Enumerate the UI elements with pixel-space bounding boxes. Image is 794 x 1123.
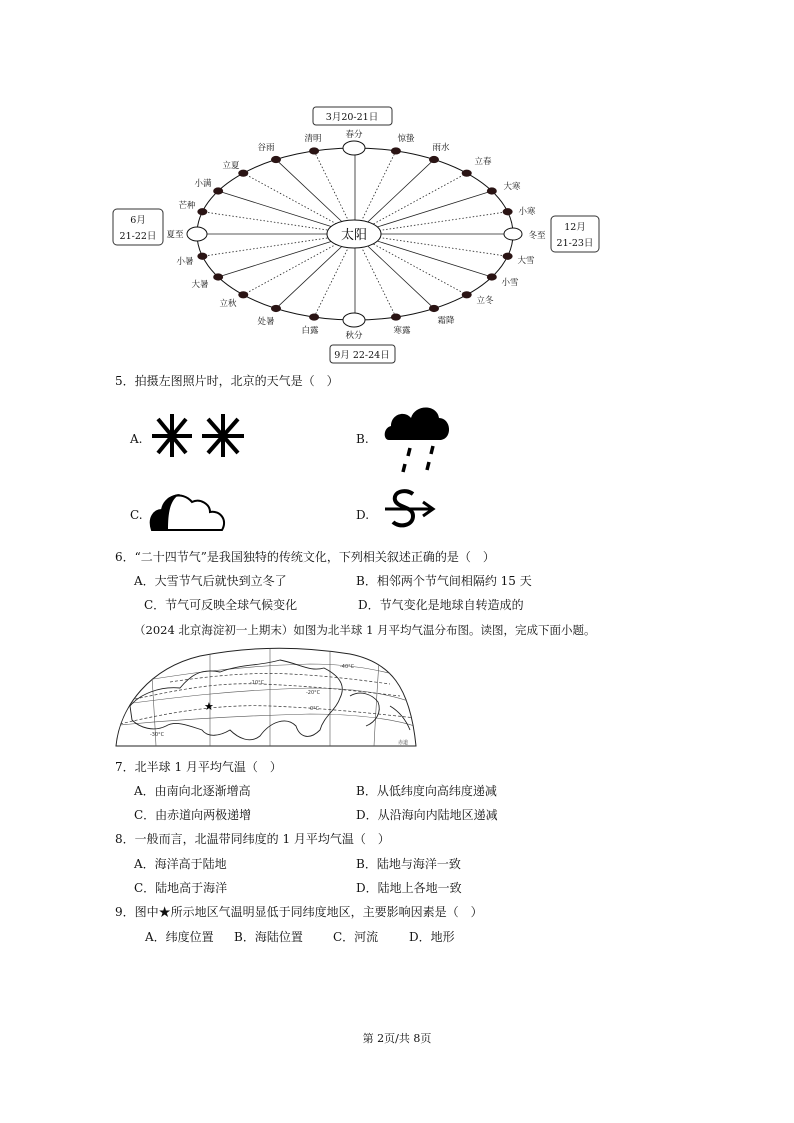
earth-position-dot xyxy=(487,187,497,194)
q9-option-a[interactable]: A．纬度位置 xyxy=(145,930,214,944)
q5-option-c-label[interactable]: C. xyxy=(130,508,143,522)
earth-position-dot xyxy=(213,187,223,194)
earth-qiufen xyxy=(343,313,365,327)
date-box-left-line1: 6月 xyxy=(130,215,146,226)
term-dahan: 大寒 xyxy=(503,182,521,192)
map-label-iso20: -20°C xyxy=(306,690,321,696)
q8-option-d[interactable]: D．陆地上各地一致 xyxy=(356,881,462,895)
q6-option-b[interactable]: B．相邻两个节气间相隔约 15 天 xyxy=(356,574,532,588)
q7-option-d[interactable]: D．从沿海向内陆地区递减 xyxy=(356,808,498,822)
term-guyu: 谷雨 xyxy=(257,143,275,153)
term-chunfen: 春分 xyxy=(345,130,363,140)
earth-position-dot xyxy=(429,156,439,163)
date-box-right-line1: 12月 xyxy=(564,222,586,233)
earth-position-dot xyxy=(503,253,513,260)
earth-position-dot xyxy=(309,147,319,154)
map-label-iso0: 0°C xyxy=(310,706,320,712)
term-xiaoxue: 小雪 xyxy=(501,278,519,288)
q5-option-a-label[interactable]: A. xyxy=(130,432,143,446)
term-lixia: 立夏 xyxy=(222,161,240,171)
term-lichun: 立春 xyxy=(474,157,492,167)
earth-position-dot xyxy=(271,156,281,163)
earth-position-dot xyxy=(309,313,319,320)
solar-terms-diagram xyxy=(0,0,794,370)
q5-option-d-label[interactable]: D. xyxy=(356,508,370,522)
q7-stem: 7．北半球 1 月平均气温（ ） xyxy=(115,760,282,774)
date-box-right-line2: 21-23日 xyxy=(556,238,594,249)
term-shuangjiang: 霜降 xyxy=(437,316,455,326)
q8-option-c[interactable]: C．陆地高于海洋 xyxy=(134,881,228,895)
term-dashu: 大暑 xyxy=(191,280,209,290)
term-lidong: 立冬 xyxy=(476,296,494,306)
term-dongzhi: 冬至 xyxy=(528,231,546,241)
q9-stem: 9．图中★所示地区气温明显低于同纬度地区，主要影响因素是（ ） xyxy=(115,905,483,919)
term-xiaohan: 小寒 xyxy=(518,207,536,217)
term-liqiu: 立秋 xyxy=(219,299,237,309)
q8-option-a[interactable]: A．海洋高于陆地 xyxy=(134,857,227,871)
earth-dongzhi xyxy=(504,228,522,240)
star-marker: ★ xyxy=(204,700,214,713)
q7-option-b[interactable]: B．从低纬度向高纬度递减 xyxy=(356,784,497,798)
section-intro: （2024 北京海淀初一上期末）如图为北半球 1 月平均气温分布图。读图，完成下面小题。 xyxy=(134,623,596,637)
q5-stem: 5．拍摄左图照片时，北京的天气是（ ） xyxy=(115,374,339,388)
date-box-left-line2: 21-22日 xyxy=(119,231,157,242)
term-jingzhe: 惊蛰 xyxy=(397,134,415,144)
earth-xiazhi xyxy=(187,227,207,241)
term-xiazhi: 夏至 xyxy=(166,230,184,240)
term-xiaoman: 小满 xyxy=(194,179,212,189)
earth-chunfen xyxy=(343,141,365,155)
date-box-bottom-text: 9月 22-24日 xyxy=(334,350,390,361)
q6-option-d[interactable]: D．节气变化是地球自转造成的 xyxy=(358,598,524,612)
earth-position-dot xyxy=(391,147,401,154)
term-daxue: 大雪 xyxy=(517,256,535,266)
snow-icon xyxy=(148,411,248,459)
earth-position-dot xyxy=(391,313,401,320)
q8-stem: 8．一般而言，北温带同纬度的 1 月平均气温（ ） xyxy=(115,832,390,846)
earth-position-dot xyxy=(213,273,223,280)
cloudy-icon xyxy=(148,488,228,534)
map-label-equator: 赤道 xyxy=(398,740,409,746)
q9-option-c[interactable]: C．河流 xyxy=(333,930,379,944)
earth-position-dot xyxy=(429,305,439,312)
sandstorm-icon xyxy=(383,486,443,534)
map-label-iso40: -40°C xyxy=(340,664,355,670)
earth-position-dot xyxy=(238,291,248,298)
q8-option-b[interactable]: B．陆地与海洋一致 xyxy=(356,857,461,871)
term-qiufen: 秋分 xyxy=(345,331,363,341)
date-box-top-text: 3月20-21日 xyxy=(325,112,379,123)
q6-option-a[interactable]: A．大雪节气后就快到立冬了 xyxy=(134,574,287,588)
earth-position-dot xyxy=(238,170,248,177)
term-chushu: 处暑 xyxy=(257,317,275,327)
term-xiaoshu: 小暑 xyxy=(176,257,194,267)
january-temperature-map xyxy=(110,646,420,748)
earth-position-dot xyxy=(462,170,472,177)
q9-option-b[interactable]: B．海陆位置 xyxy=(234,930,303,944)
earth-position-dot xyxy=(197,253,207,260)
term-yushui: 雨水 xyxy=(432,143,450,153)
earth-position-dot xyxy=(271,305,281,312)
q7-option-c[interactable]: C．由赤道向两极递增 xyxy=(134,808,252,822)
term-bailu: 白露 xyxy=(301,326,319,336)
earth-position-dot xyxy=(197,208,207,215)
earth-position-dot xyxy=(462,291,472,298)
term-mangzhong: 芒种 xyxy=(178,201,196,211)
sun-label: 太阳 xyxy=(340,228,368,243)
term-qingming: 清明 xyxy=(304,134,322,144)
map-label-iso30: -30°C xyxy=(150,732,165,738)
rain-cloud-icon xyxy=(383,400,453,480)
earth-position-dot xyxy=(503,208,513,215)
map-label-iso10: -10°C xyxy=(250,680,265,686)
earth-position-dot xyxy=(487,273,497,280)
q6-stem: 6．“二十四节气”是我国独特的传统文化，下列相关叙述正确的是（ ） xyxy=(115,550,495,564)
q7-option-a[interactable]: A．由南向北逐渐增高 xyxy=(134,784,251,798)
q6-option-c[interactable]: C．节气可反映全球气候变化 xyxy=(144,598,298,612)
q9-option-d[interactable]: D．地形 xyxy=(409,930,455,944)
term-hanlu: 寒露 xyxy=(393,326,411,336)
q5-option-b-label[interactable]: B. xyxy=(356,432,369,446)
page-footer: 第 2页/共 8页 xyxy=(362,1032,432,1045)
